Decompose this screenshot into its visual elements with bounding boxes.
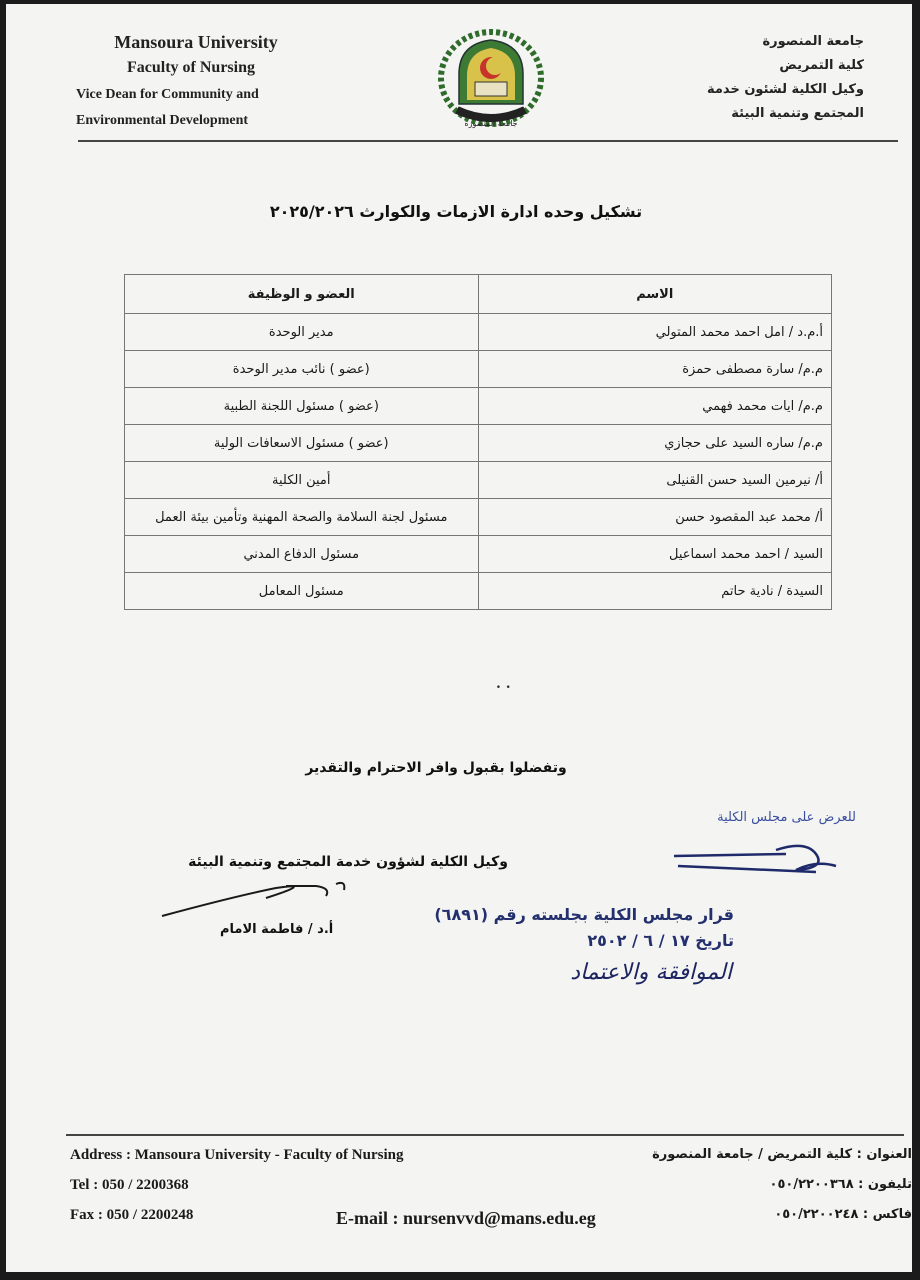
decision-line1: قرار مجلس الكلية بجلسته رقم (٦٨٩١) [434,905,734,924]
footer-address-ar: العنوان : كلية التمريض / جامعة المنصورة [652,1147,912,1162]
table-header-row [125,275,832,314]
council-decision [434,902,734,954]
council-signature [666,830,846,890]
member-role: أمين الكلية [125,462,479,499]
university-logo [431,26,551,136]
table-row [125,351,832,388]
footer-tel-ar: تليفون : ٠٥٠/٢٢٠٠٣٦٨ [769,1177,912,1192]
table-row [125,499,832,536]
footer-email: E-mail : nursenvvd@mans.edu.eg [336,1208,596,1228]
members-table [124,274,832,610]
scan-dots: . . [496,676,511,692]
member-role: مسئول الدفاع المدني [125,536,479,573]
header-divider [78,140,898,142]
member-name: أ.م.د / امل احمد محمد المتولي [478,314,832,351]
member-role: مسئول المعامل [125,573,479,610]
logo-text: جامعة المنصورة [464,119,518,128]
member-name: م.م/ ساره السيد على حجازي [478,425,832,462]
footer-divider [66,1134,904,1136]
document-title: تشكيل وحده ادارة الازمات والكوارث ٢٠٢٥/٢٠٢٦ [269,202,643,221]
approval-note: الموافقة والاعتماد [570,960,732,985]
member-role: (عضو ) مسئول الاسعافات الولية [125,425,479,462]
member-name: السيدة / نادية حاتم [478,573,832,610]
member-name: م.م/ ايات محمد فهمي [478,388,832,425]
decision-line2: تاريخ ١٧ / ٦ / ٢٥٠٢ [587,931,734,950]
member-name: السيد / احمد محمد اسماعيل [478,536,832,573]
university-name-en: Mansoura University [114,32,278,52]
header-english [76,32,336,129]
member-role: (عضو ) نائب مدير الوحدة [125,351,479,388]
table-row [125,388,832,425]
member-name: أ/ نيرمين السيد حسن القنيلى [478,462,832,499]
member-role: (عضو ) مسئول اللجنة الطبية [125,388,479,425]
closing-line: وتفضلوا بقبول وافر الاحترام والتقدير [305,760,567,776]
footer-address-en: Address : Mansoura University - Faculty of Nursing [70,1147,404,1163]
document-page [6,4,912,1272]
office-line1-en: Vice Dean for Community and [76,87,259,102]
member-role: مدير الوحدة [125,314,479,351]
table-row [125,536,832,573]
faculty-name-en: Faculty of Nursing [127,59,255,76]
column-header-role: العضو و الوظيفة [125,275,479,314]
vice-dean-signature [156,876,356,926]
table-row [125,425,832,462]
table-row [125,573,832,610]
office-line2-ar: المجتمع وتنمية البيئة [731,106,864,121]
footer-fax-en: Fax : 050 / 2200248 [70,1207,194,1223]
header-arabic [624,34,864,130]
table-row [125,462,832,499]
footer-fax-ar: فاكس : ٠٥٠/٢٢٠٠٢٤٨ [774,1207,912,1222]
university-name-ar: جامعة المنصورة [762,34,864,49]
office-line2-en: Environmental Development [76,113,249,128]
member-name: م.م/ سارة مصطفى حمزة [478,351,832,388]
office-line1-ar: وكيل الكلية لشئون خدمة [707,82,864,97]
council-note: للعرض على مجلس الكلية [717,810,856,825]
footer-arabic [652,1144,912,1234]
signatory-name: أ.د / فاطمة الامام [220,922,334,937]
member-name: أ/ محمد عبد المقصود حسن [478,499,832,536]
signatory-title: وكيل الكلية لشؤون خدمة المجتمع وتنمية البيئة [188,854,508,870]
member-role: مسئول لجنة السلامة والصحة المهنية وتأمين بيئة العمل [125,499,479,536]
footer-tel-en: Tel : 050 / 2200368 [70,1177,189,1193]
faculty-name-ar: كلية التمريض [779,58,864,73]
column-header-name: الاسم [478,275,832,314]
table-row [125,314,832,351]
